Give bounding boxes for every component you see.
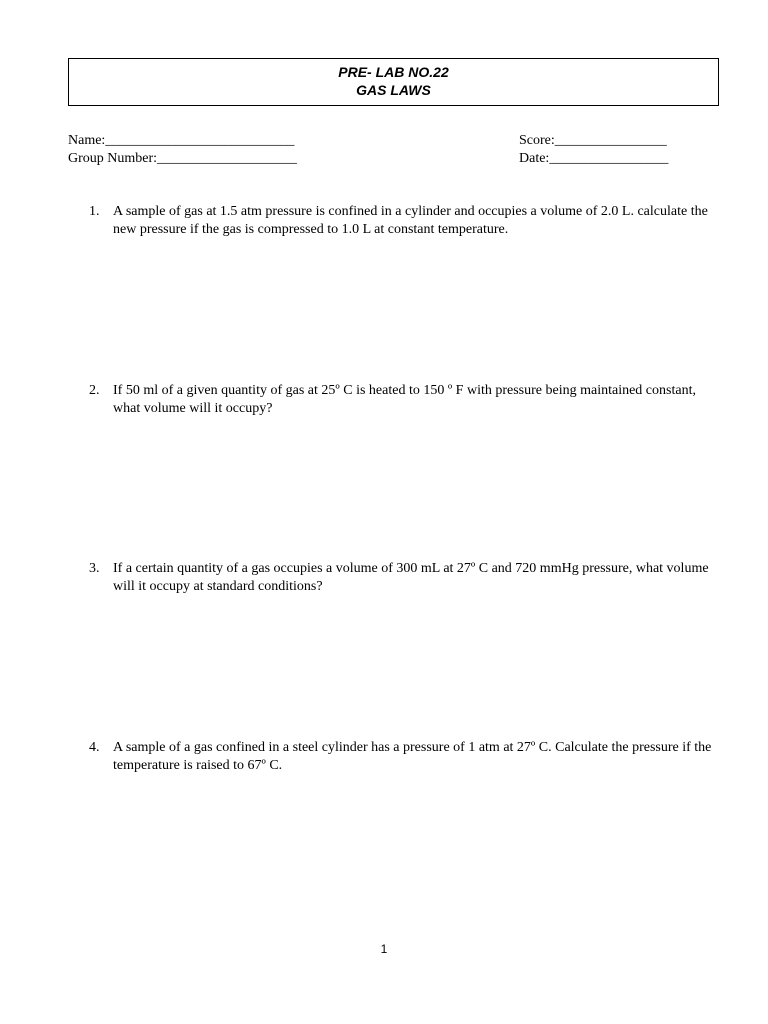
question-number: 4.	[89, 740, 100, 755]
header-box	[68, 58, 719, 106]
score-field: Score:________________	[519, 133, 667, 148]
date-field: Date:_________________	[519, 151, 669, 166]
question-text: If a certain quantity of a gas occupies a volume of 300 mL at 27º C and 720 mmHg pressure, what volume will it occupy at standard conditions?	[113, 561, 709, 594]
question-number: 3.	[89, 561, 100, 576]
question-number: 1.	[89, 204, 100, 219]
document-subtitle: GAS LAWS	[356, 82, 431, 98]
question-text: A sample of a gas confined in a steel cylinder has a pressure of 1 atm at 27º C. Calculate the pressure if the temperature is raised to 67º C.	[113, 740, 712, 773]
question-text: A sample of gas at 1.5 atm pressure is confined in a cylinder and occupies a volume of 2.0 L. calculate the new pressure if the gas is compressed to 1.0 L at constant temperature.	[113, 204, 708, 237]
page-number: 1	[380, 942, 388, 956]
document-title: PRE- LAB NO.22	[338, 64, 449, 80]
group-number-field: Group Number:____________________	[68, 151, 298, 166]
question-text: If 50 ml of a given quantity of gas at 25º C is heated to 150 º F with pressure being maintained constant, what volume will it occupy?	[113, 383, 696, 416]
name-field: Name:___________________________	[68, 133, 295, 148]
question-number: 2.	[89, 383, 100, 398]
